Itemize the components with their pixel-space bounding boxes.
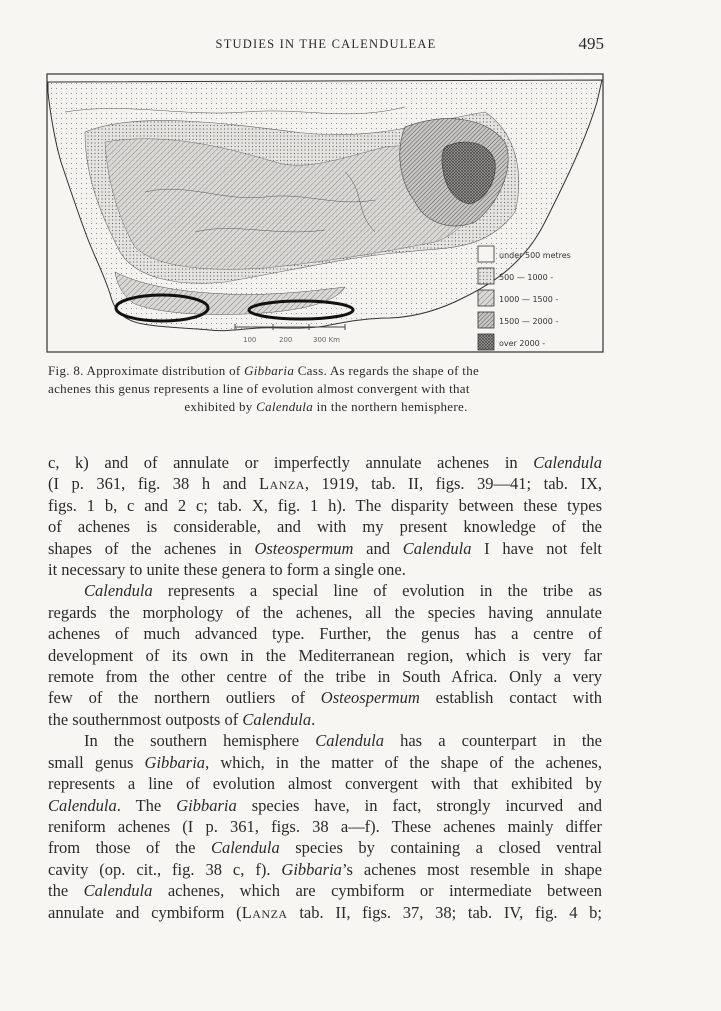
figure-number: Fig. 8. (48, 363, 84, 378)
caption-line: Fig. 8. Approximate distribution of Gibbaria Cass. As regards the shape of the (48, 363, 480, 378)
genus-name: Calendula (402, 538, 472, 558)
legend-label-under-500: under 500 metres (499, 251, 571, 260)
genus-name: Gibbaria (244, 363, 295, 378)
text-line: development of its own in the Mediterranean region, which is very far (48, 645, 602, 665)
genus-name: Calendula (83, 881, 153, 901)
figure-caption (48, 362, 604, 416)
text-line: the southernmost outposts of Calendula. (48, 709, 316, 729)
running-title: STUDIES IN THE CALENDULEAE (215, 37, 437, 51)
text-line: of achenes is considerable, and with my present knowledge of the (48, 517, 602, 537)
genus-name: Gibbaria (281, 859, 342, 879)
text-line: the Calendula achenes, which are cymbiform or intermediate between (48, 881, 602, 901)
text-line: Calendula. The Gibbaria species have, in fact, strongly incurved and (48, 795, 602, 815)
legend-label-1500-2000: 1500 — 2000 - (499, 317, 559, 326)
scale-label-100: 100 (243, 336, 257, 344)
text-line: it necessary to unite these genera to form a single one. (48, 560, 406, 580)
text-line: annulate and cymbiform (Lanza tab. II, figs. 37, 38; tab. IV, fig. 4 b; (48, 902, 602, 922)
genus-name: Calendula (48, 795, 117, 815)
distribution-map (45, 72, 605, 354)
text-line: shapes of the achenes in Osteospermum and Calendula I have not felt (48, 538, 602, 558)
map-figure (45, 72, 605, 354)
text-line: few of the northern outliers of Osteospermum establish contact with (48, 688, 602, 708)
body-text (48, 452, 602, 923)
genus-name: Calendula (210, 838, 280, 858)
legend-label-500-1000: 500 — 1000 - (499, 273, 554, 282)
genus-name: Osteospermum (254, 538, 354, 558)
text-line: figs. 1 b, c and 2 c; tab. X, fig. 1 h). The disparity between these types (48, 495, 602, 515)
text-line: represents a line of evolution almost convergent with that exhibited by (48, 774, 602, 794)
text-line: remote from the other centre of the tribe in South Africa. Only a very (48, 667, 602, 687)
author-name: Lanza (241, 902, 288, 922)
caption-line: exhibited by Calendula in the northern hemisphere. (184, 399, 468, 414)
text-line: from those of the Calendula species by containing a closed ventral (48, 838, 602, 858)
genus-name: Calendula (533, 453, 602, 472)
genus-name: Osteospermum (320, 688, 420, 708)
text-line: c, k) and of annulate or imperfectly annulate achenes in Calendula (48, 453, 602, 472)
scale-label-200: 200 (279, 336, 293, 344)
genus-name: Gibbaria (176, 795, 237, 815)
text-line: small genus Gibbaria, which, in the matter of the shape of the achenes, (48, 752, 602, 772)
genus-name: Gibbaria (144, 752, 206, 772)
page-header (48, 34, 604, 54)
legend-label-1000-1500: 1000 — 1500 - (499, 295, 559, 304)
text-line: achenes of much advanced type. Further, the genus has a centre of (48, 624, 602, 644)
text-line: Calendula represents a special line of evolution in the tribe as (84, 581, 602, 601)
genus-name: Calendula (84, 581, 153, 601)
text-line: reniform achenes (I p. 361, figs. 38 a—f). These achenes mainly differ (48, 816, 602, 836)
text-line: cavity (op. cit., fig. 38 c, f). Gibbaria’s achenes most resemble in shape (48, 859, 602, 879)
genus-name: Calendula (315, 731, 384, 751)
caption-line: achenes this genus represents a line of evolution almost convergent with that (48, 381, 470, 396)
scale-label-300: 300 Km (313, 336, 340, 344)
legend-label-over-2000: over 2000 - (499, 339, 546, 348)
text-line: (I p. 361, fig. 38 h and Lanza, 1919, tab. II, figs. 39—41; tab. IX, (48, 474, 602, 494)
text-line: In the southern hemisphere Calendula has a counterpart in the (84, 731, 602, 751)
genus-name: Calendula (256, 399, 314, 414)
author-name: Lanza (258, 474, 305, 494)
page-number: 495 (578, 34, 604, 53)
text-line: regards the morphology of the achenes, all the species having annulate (48, 602, 602, 622)
genus-name: Calendula (242, 709, 312, 729)
